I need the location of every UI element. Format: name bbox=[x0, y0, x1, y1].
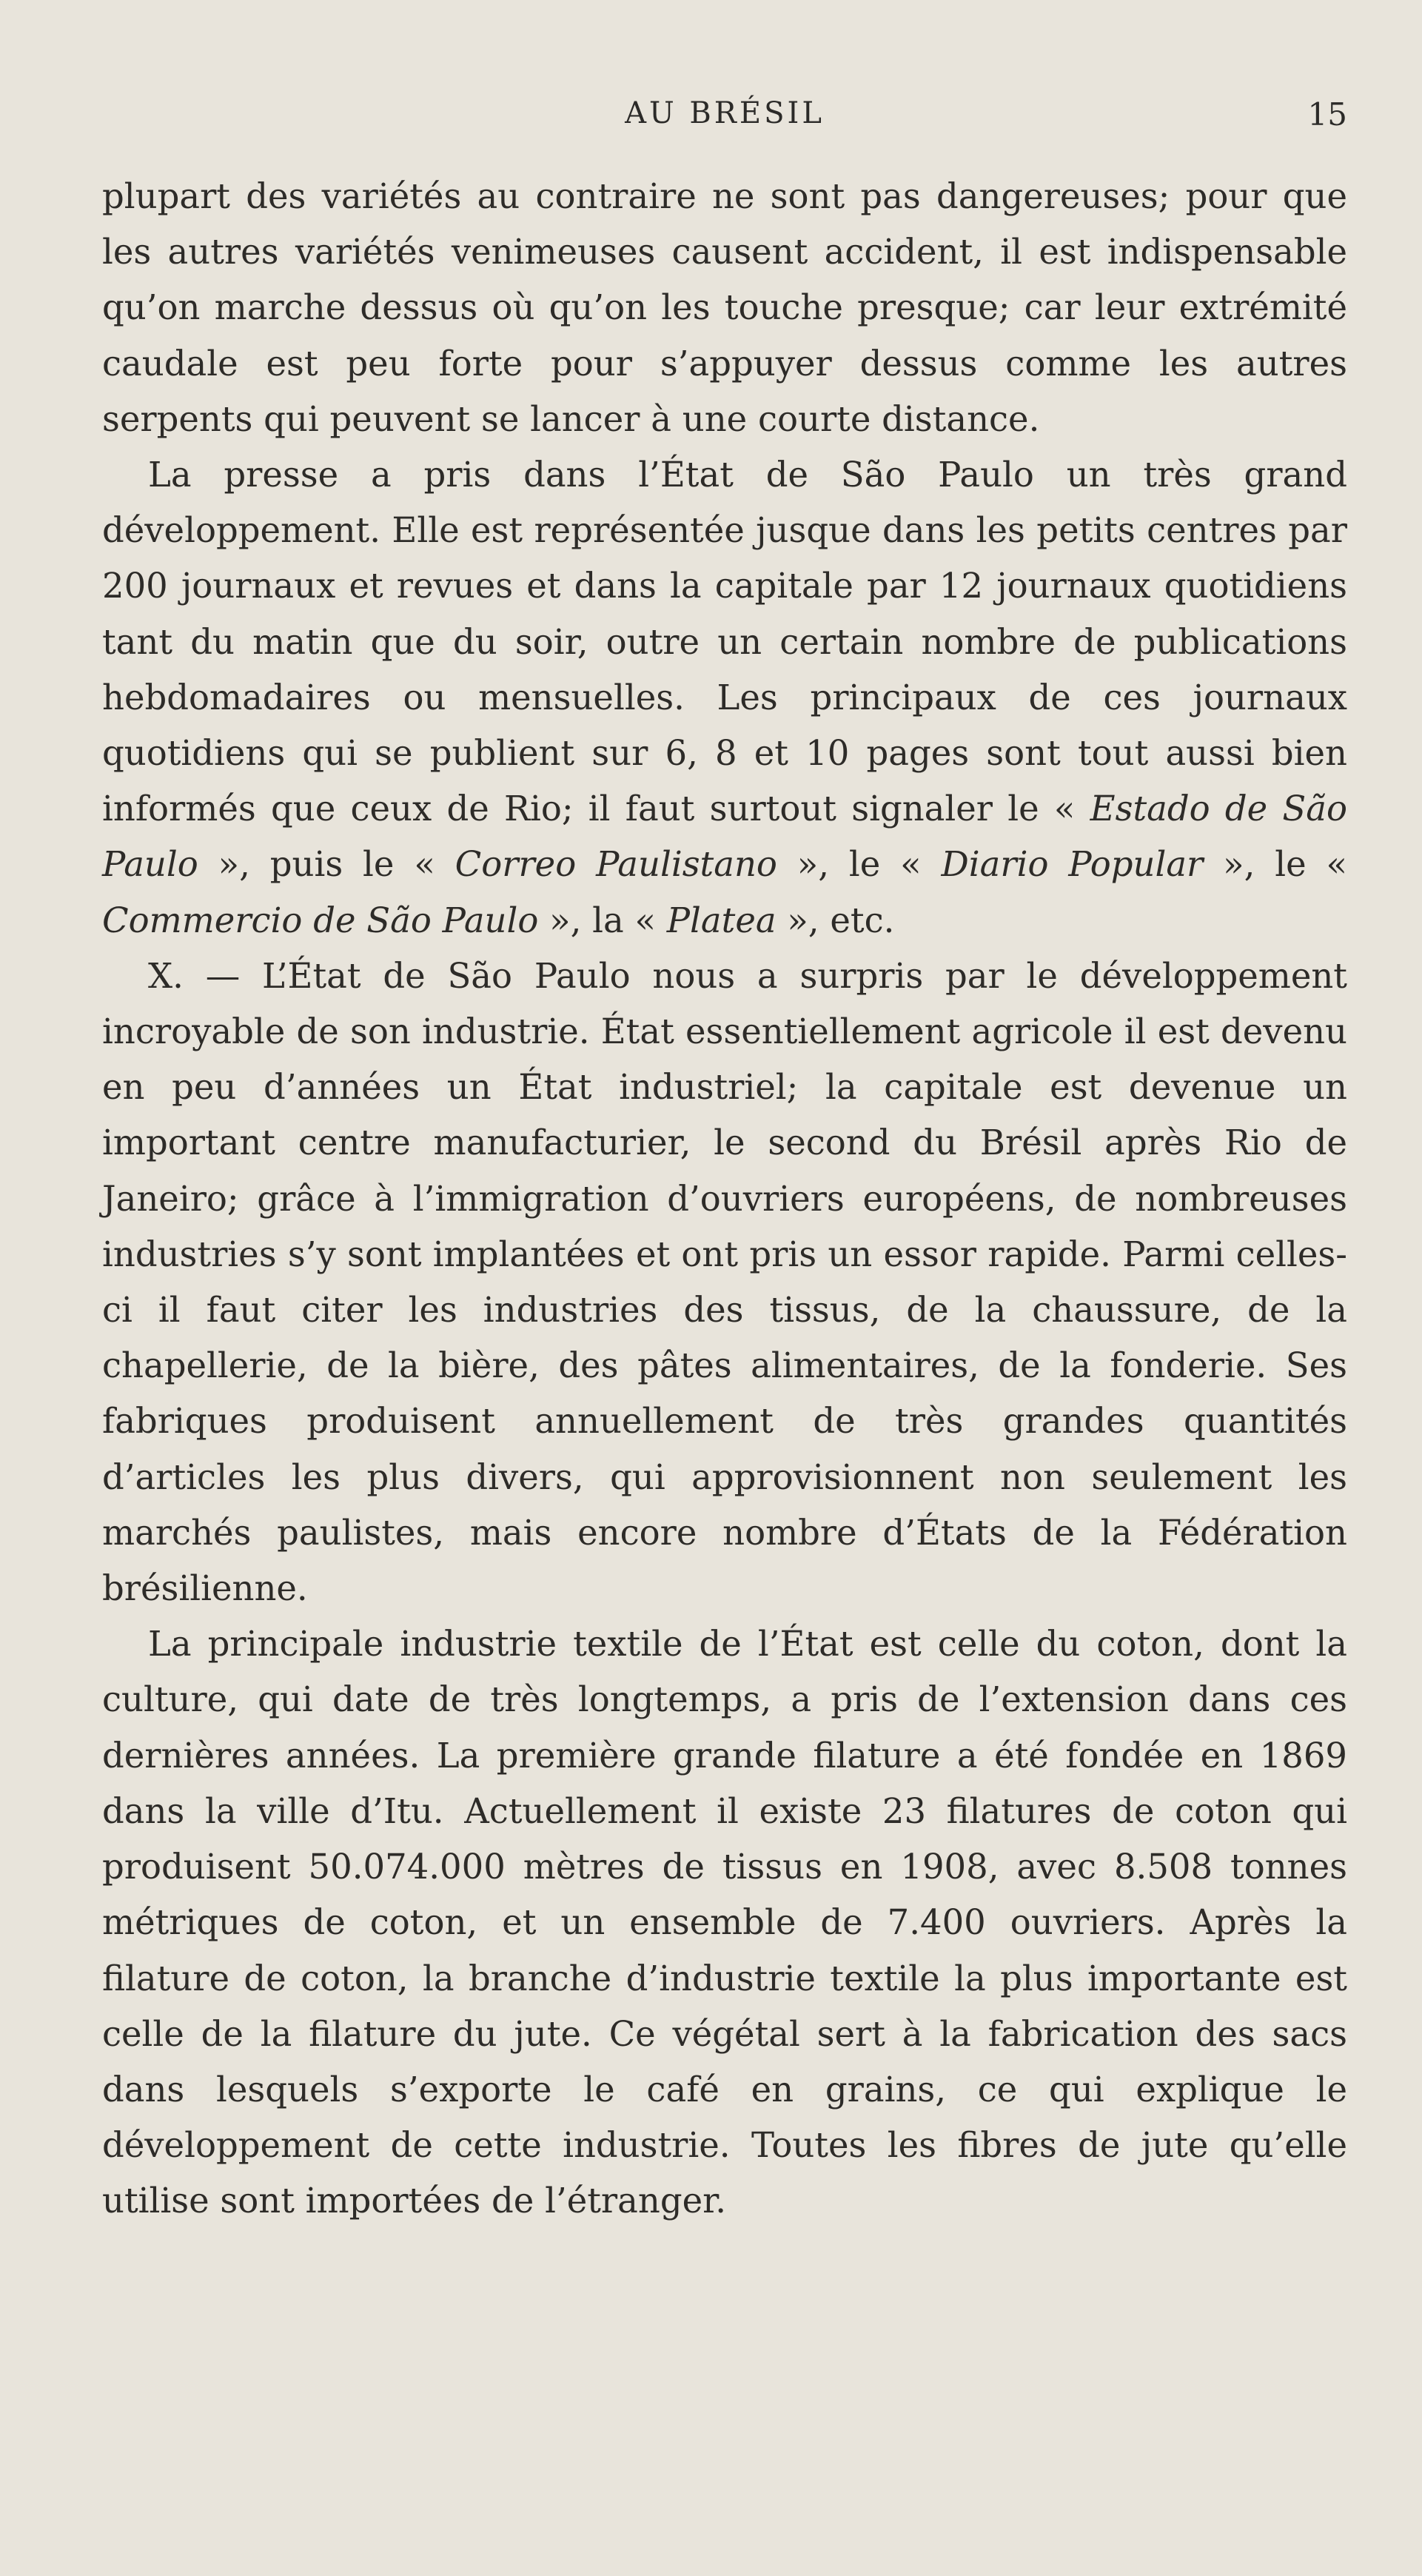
separator: », le « bbox=[1203, 844, 1347, 885]
separator: », la « bbox=[538, 900, 667, 940]
newspaper-title-commercio: Commercio de São Paulo bbox=[102, 900, 539, 940]
paragraph-serpents: plupart des variétés au contraire ne sont pas dangereuses; pour que les autres variétés venimeuses causent accident, il est indispensable qu’on marche dessus où qu’on les touche presque; car leur extrémité caudale est peu forte pour s’appuyer dessus comme les autres serpents qui peuvent se lancer à une courte distance. bbox=[102, 176, 1347, 439]
presse-intro: La presse a pris dans l’État de São Paulo un très grand développement. Elle est représentée jusque dans les petits centres par 200 journaux et revues et dans la capitale par 12 journaux quotidiens tant du matin que du soir, outre un certain nombre de publications hebdomadaires ou mensuelles. Les principaux de ces journaux quotidiens qui se publient sur 6, 8 et 10 pages sont tout aussi bien informés que ceux de Rio; il faut surtout signaler le « bbox=[102, 455, 1347, 829]
paragraph-textile: La principale industrie textile de l’État est celle du coton, dont la culture, qui date de très longtemps, a pris de l’extension dans ces dernières années. La première grande filature a été fondée en 1869 dans la ville d’Itu. Actuellement il existe 23 filatures de coton qui produisent 50.074.000 mètres de tissus en 1908, avec 8.508 tonnes métriques de coton, et un ensemble de 7.400 ouvriers. Après la filature de coton, la branche d’industrie textile la plus importante est celle de la filature du jute. Ce végétal sert à la fabrication des sacs dans lesquels s’exporte le café en grains, ce qui explique le développement de cette industrie. Toutes les fibres de jute qu’elle utilise sont importées de l’étranger. bbox=[102, 1624, 1347, 2221]
newspaper-title-diario: Diario Popular bbox=[941, 844, 1204, 885]
page-number: 15 bbox=[1307, 96, 1347, 133]
newspaper-title-correo: Correo Paulistano bbox=[455, 844, 777, 885]
separator: », le « bbox=[777, 844, 942, 885]
paragraph-industrie: X. — L’État de São Paulo nous a surpris par le développement incroyable de son industrie. État essentiellement agricole il est devenu en peu d’années un État industriel; la capitale est devenue un important centre manufacturier, le second du Brésil après Rio de Janeiro; grâce à l’immigration d’ouvriers européens, de nombreuses industries s’y sont implantées et ont pris un essor rapide. Parmi celles-ci il faut citer les industries des tissus, de la chaussure, de la chapellerie, de la bière, des pâtes alimentaires, de la fonderie. Ses fabriques produisent annuellement de très grandes quantités d’articles les plus divers, qui approvisionnent non seulement les marchés paulistes, mais encore nombre d’États de la Fédération brésilienne. bbox=[102, 955, 1347, 1609]
running-head: AU BRÉSIL bbox=[625, 96, 825, 130]
page-header bbox=[102, 96, 1347, 141]
paragraph-presse bbox=[102, 447, 1347, 949]
body-text bbox=[102, 169, 1347, 2229]
newspaper-title-estado: Estado de São Paulo bbox=[102, 789, 1347, 885]
presse-end: », etc. bbox=[776, 900, 895, 940]
newspaper-title-platea: Platea bbox=[666, 900, 777, 940]
separator: », puis le « bbox=[198, 844, 455, 885]
